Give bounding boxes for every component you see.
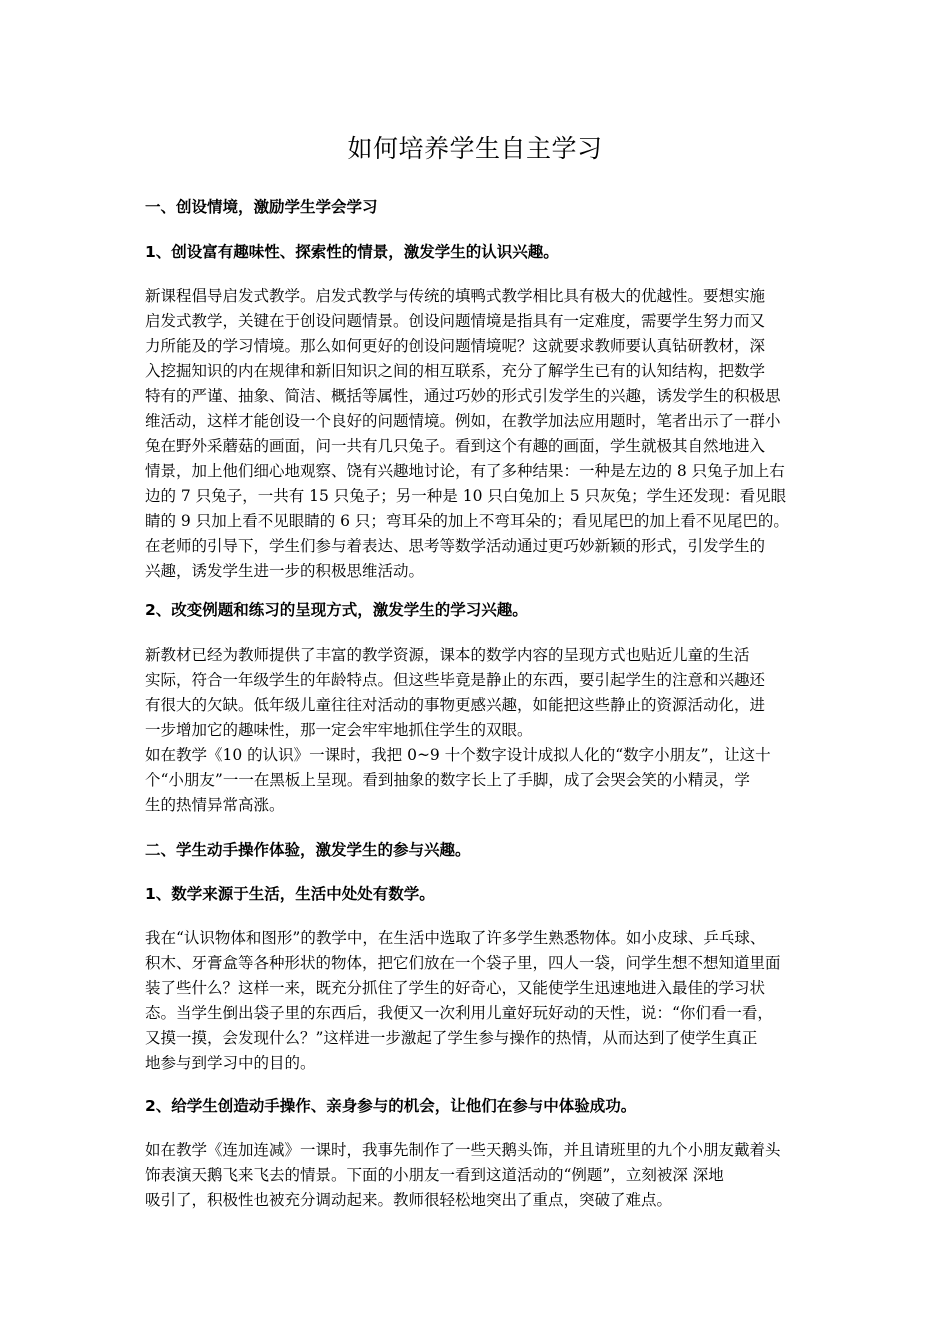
section-heading: 一、创设情境，激励学生学会学习 bbox=[145, 198, 378, 216]
text-line: 启发式教学，关键在于创设问题情景。创设问题情境是指具有一定难度，需要学生努力而又 bbox=[145, 312, 766, 330]
text-line: 如在教学《连加连减》一课时，我事先制作了一些天鹅头饰，并且请班里的九个小朋友戴着头 bbox=[145, 1141, 781, 1159]
text-line: 地参与到学习中的目的。 bbox=[145, 1054, 316, 1072]
text-line: 有很大的欠缺。低年级儿童往往对活动的事物更感兴趣，如能把这些静止的资源活动化，进 bbox=[145, 696, 766, 714]
text-line: 又摸一摸，会发现什么？”这样进一步激起了学生参与操作的热情，从而达到了使学生真正 bbox=[145, 1029, 758, 1047]
text-line: 兔在野外采蘑菇的画面，问一共有几只兔子。看到这个有趣的画面，学生就极其自然地进入 bbox=[145, 437, 766, 455]
text-line: 入挖掘知识的内在规律和新旧知识之间的相互联系，充分了解学生已有的认知结构，把数学 bbox=[145, 362, 766, 380]
paragraph bbox=[145, 1138, 815, 1213]
text-line: 我在“认识物体和图形”的教学中，在生活中选取了许多学生熟悉物体。如小皮球、乒乓球、 bbox=[145, 929, 766, 947]
document-title: 如何培养学生自主学习 bbox=[347, 134, 603, 163]
text-line: 兴趣，诱发学生进一步的积极思维活动。 bbox=[145, 562, 425, 580]
text-line: 吸引了，积极性也被充分调动起来。教师很轻松地突出了重点，突破了难点。 bbox=[145, 1191, 673, 1209]
paragraph bbox=[145, 284, 815, 584]
text-line: 情景，加上他们细心地观察、饶有兴趣地讨论，有了多种结果：一种是左边的 8 只兔子加上右 bbox=[145, 462, 785, 480]
text-line: 睛的 9 只加上看不见眼睛的 6 只；弯耳朵的加上不弯耳朵的；看见尾巴的加上看不见尾巴的。 bbox=[145, 512, 789, 530]
text-line: 如在教学《10 的认识》一课时，我把 0~9 十个数字设计成拟人化的“数字小朋友”，让这十 bbox=[145, 746, 771, 764]
paragraph bbox=[145, 926, 815, 1076]
text-line: 新课程倡导启发式教学。启发式教学与传统的填鸭式教学相比具有极大的优越性。要想实施 bbox=[145, 287, 766, 305]
subsection-heading: 1、创设富有趣味性、探索性的情景，激发学生的认识兴趣。 bbox=[145, 243, 559, 261]
text-line: 生的热情异常高涨。 bbox=[145, 796, 285, 814]
text-line: 饰表演天鹅飞来飞去的情景。下面的小朋友一看到这道活动的“例题”，立刻被深 深地 bbox=[145, 1166, 724, 1184]
text-line: 积木、牙膏盒等各种形状的物体，把它们放在一个袋子里，四人一袋，问学生想不想知道里面 bbox=[145, 954, 781, 972]
text-line: 实际，符合一年级学生的年龄特点。但这些毕竟是静止的东西，要引起学生的注意和兴趣还 bbox=[145, 671, 766, 689]
text-line: 力所能及的学习情境。那么如何更好的创设问题情境呢？这就要求教师要认真钻研教材，深 bbox=[145, 337, 766, 355]
text-line: 在老师的引导下，学生们参与着表达、思考等数学活动通过更巧妙新颖的形式，引发学生的 bbox=[145, 537, 766, 555]
text-line: 维活动，这样才能创设一个良好的问题情境。例如，在教学加法应用题时，笔者出示了一群小 bbox=[145, 412, 781, 430]
subsection-heading: 2、给学生创造动手操作、亲身参与的机会，让他们在参与中体验成功。 bbox=[145, 1097, 637, 1115]
text-line: 边的 7 只兔子，一共有 15 只兔子；另一种是 10 只白兔加上 5 只灰兔；学生还发现：看见眼 bbox=[145, 487, 787, 505]
text-line: 特有的严谨、抽象、简洁、概括等属性，通过巧妙的形式引发学生的兴趣，诱发学生的积极思 bbox=[145, 387, 781, 405]
text-line: 个“小朋友”一一在黑板上呈现。看到抽象的数字长上了手脚，成了会哭会笑的小精灵，学 bbox=[145, 771, 750, 789]
subsection-heading: 1、数学来源于生活，生活中处处有数学。 bbox=[145, 885, 435, 903]
text-line: 态。当学生倒出袋子里的东西后，我便又一次利用儿童好玩好动的天性，说：“你们看一看， bbox=[145, 1004, 773, 1022]
section-heading: 二、学生动手操作体验，激发学生的参与兴趣。 bbox=[145, 841, 471, 859]
paragraph bbox=[145, 643, 815, 818]
subsection-heading: 2、改变例题和练习的呈现方式，激发学生的学习兴趣。 bbox=[145, 601, 528, 619]
text-line: 一步增加它的趣味性，那一定会牢牢地抓住学生的双眼。 bbox=[145, 721, 533, 739]
text-line: 新教材已经为教师提供了丰富的教学资源，课本的数学内容的呈现方式也贴近儿童的生活 bbox=[145, 646, 750, 664]
text-line: 装了些什么？这样一来，既充分抓住了学生的好奇心，又能使学生迅速地进入最佳的学习状 bbox=[145, 979, 766, 997]
